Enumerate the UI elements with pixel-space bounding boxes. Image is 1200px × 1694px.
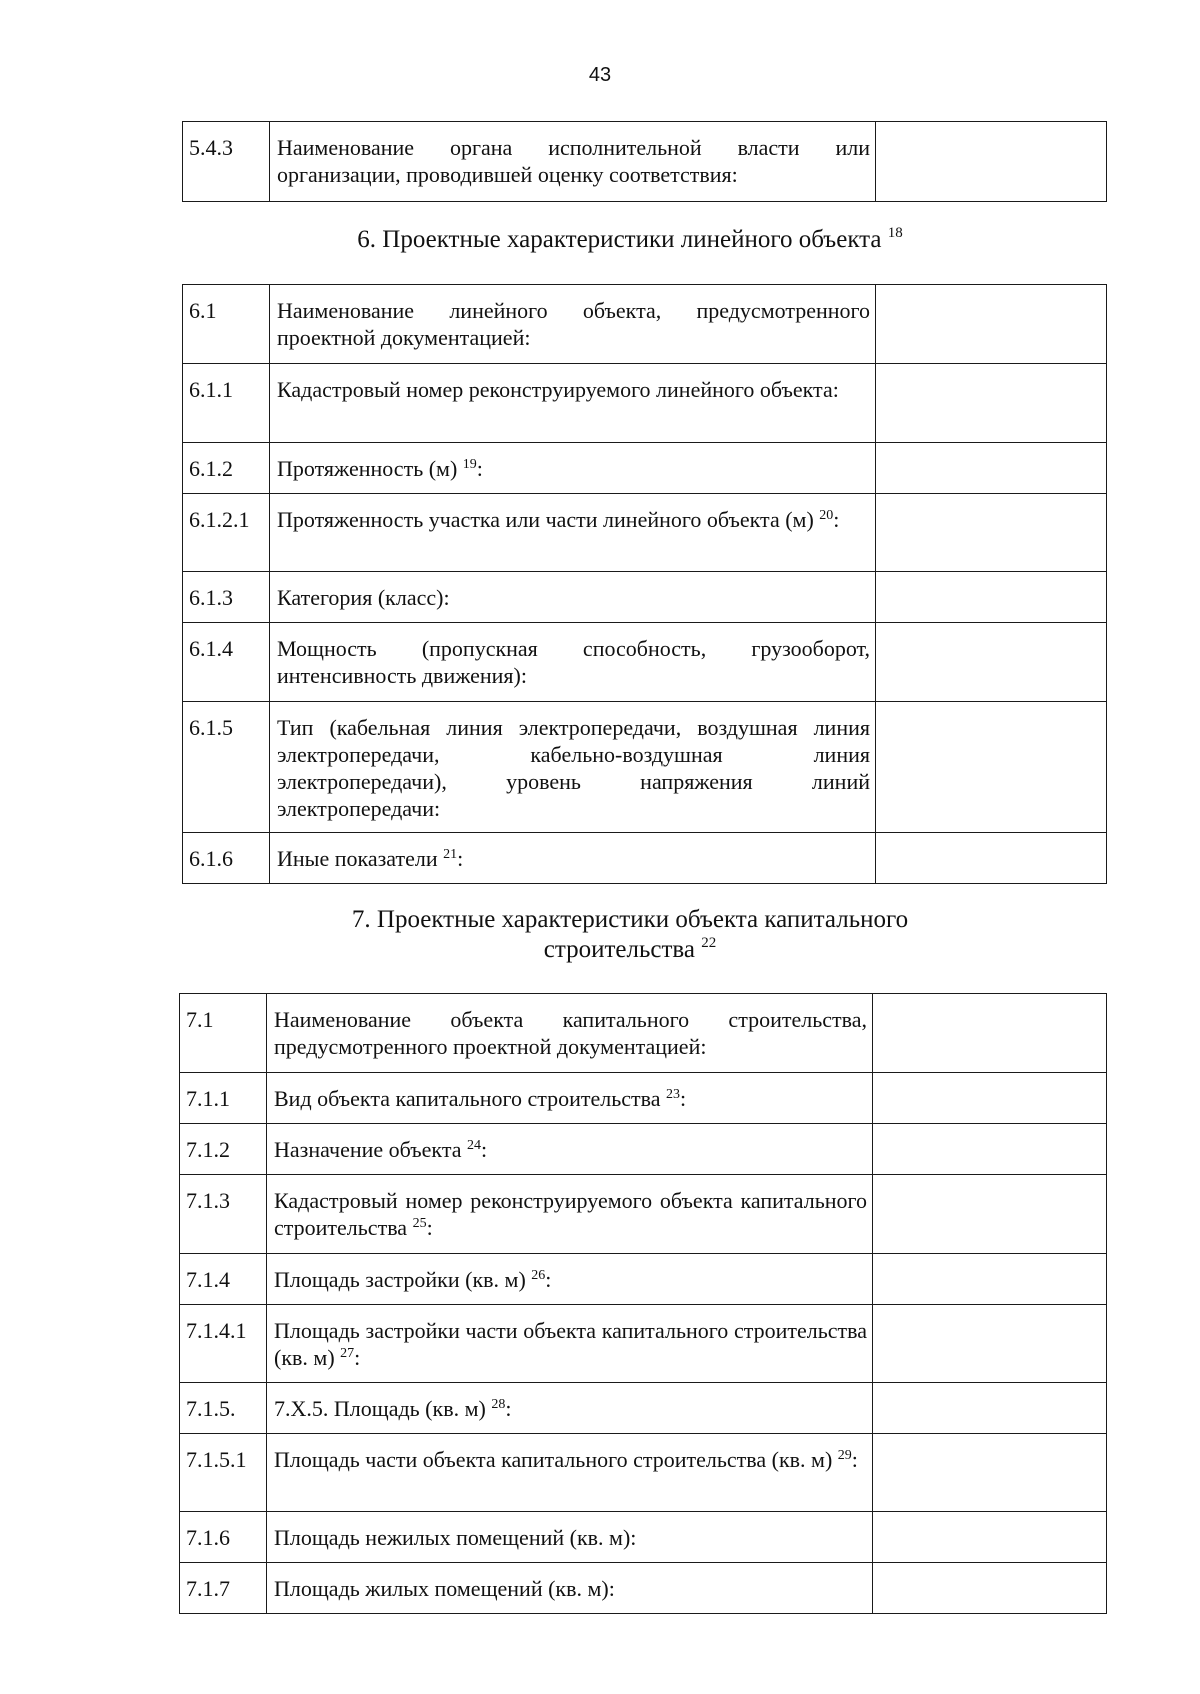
value-cell[interactable] <box>876 702 1107 833</box>
value-cell[interactable] <box>873 1512 1107 1563</box>
footnote-ref: 24 <box>466 1138 481 1153</box>
row-number: 6.1 <box>183 285 270 364</box>
value-cell[interactable] <box>873 1563 1107 1614</box>
footnote-ref: 27 <box>340 1346 355 1361</box>
row-number: 7.1.6 <box>180 1512 267 1563</box>
row-label <box>267 1434 873 1512</box>
value-cell[interactable] <box>873 1175 1107 1254</box>
row-number: 6.1.1 <box>183 364 270 443</box>
table-row <box>180 1254 1107 1305</box>
row-label <box>267 1563 873 1614</box>
row-label <box>267 1073 873 1124</box>
row-label <box>270 364 876 443</box>
value-cell[interactable] <box>876 364 1107 443</box>
value-cell[interactable] <box>873 1254 1107 1305</box>
value-cell[interactable] <box>876 122 1107 202</box>
row-label-text: Назначение объекта <box>274 1137 467 1162</box>
value-cell[interactable] <box>873 1305 1107 1383</box>
section-6-title-text: 6. Проектные характеристики линейного объекта <box>357 226 882 253</box>
table-row <box>180 1563 1107 1614</box>
row-label-text: Протяженность участка или части линейного объекта (м) <box>277 507 820 532</box>
row-label <box>267 1305 873 1383</box>
row-label-text: Площадь застройки части объекта капитального строительства (кв. м) <box>274 1318 867 1370</box>
table-row <box>180 1512 1107 1563</box>
table-row <box>180 1124 1107 1175</box>
row-number: 7.1 <box>180 994 267 1073</box>
row-label <box>267 1254 873 1305</box>
row-number: 7.1.4.1 <box>180 1305 267 1383</box>
row-label-text: Наименование объекта капитального строительства, предусмотренного проектной документацией: <box>274 1007 867 1059</box>
table-row <box>183 623 1107 702</box>
footnote-ref: 26 <box>531 1268 546 1283</box>
row-label-text: Мощность (пропускная способность, грузооборот, интенсивность движения): <box>277 636 870 688</box>
row-number: 6.1.2.1 <box>183 494 270 572</box>
row-label <box>267 1383 873 1434</box>
row-label-text: Площадь части объекта капитального строительства (кв. м) <box>274 1447 838 1472</box>
row-number: 7.1.3 <box>180 1175 267 1254</box>
footnote-ref: 29 <box>837 1448 852 1463</box>
row-label <box>270 623 876 702</box>
row-label-suffix: : <box>476 456 483 481</box>
table-row <box>183 443 1107 494</box>
table-row <box>180 1434 1107 1512</box>
row-label-text: Кадастровый номер реконструируемого объекта капитального строительства <box>274 1188 867 1240</box>
row-label-text: Категория (класс): <box>277 585 450 610</box>
row-label <box>267 1175 873 1254</box>
row-number: 6.1.6 <box>183 833 270 884</box>
row-label-suffix: : <box>354 1345 361 1370</box>
section-7-title-line-2 <box>180 935 1080 965</box>
footnote-ref: 25 <box>412 1216 427 1231</box>
row-number: 6.1.2 <box>183 443 270 494</box>
row-number: 6.1.4 <box>183 623 270 702</box>
row-label <box>270 702 876 833</box>
row-label <box>267 1124 873 1175</box>
table-row <box>183 122 1107 202</box>
value-cell[interactable] <box>873 1073 1107 1124</box>
row-number: 7.1.1 <box>180 1073 267 1124</box>
row-label-text: Наименование линейного объекта, предусмотренного проектной документацией: <box>277 298 870 350</box>
row-number: 7.1.2 <box>180 1124 267 1175</box>
row-label-suffix: : <box>505 1396 512 1421</box>
footnote-ref: 19 <box>462 457 477 472</box>
section-7-title-line-1: 7. Проектные характеристики объекта капитального <box>351 906 909 933</box>
row-label <box>270 572 876 623</box>
row-label-text: Иные показатели <box>277 846 444 871</box>
table-row <box>180 1073 1107 1124</box>
row-label-suffix: : <box>680 1086 687 1111</box>
table-row <box>183 364 1107 443</box>
table-row <box>183 572 1107 623</box>
table-section-6 <box>182 284 1107 884</box>
value-cell[interactable] <box>876 623 1107 702</box>
table-row <box>183 833 1107 884</box>
row-label-text: Кадастровый номер реконструируемого линейного объекта: <box>277 377 839 402</box>
row-label-text: Протяженность (м) <box>277 456 463 481</box>
row-label-text: Площадь нежилых помещений (кв. м): <box>274 1525 637 1550</box>
footnote-ref: 22 <box>701 935 717 951</box>
section-6-title <box>180 225 1080 255</box>
value-cell[interactable] <box>873 1124 1107 1175</box>
row-label <box>270 494 876 572</box>
row-label: Наименование органа исполнительной власти или организации, проводившей оценку соответствия: <box>270 122 876 202</box>
table-row <box>183 702 1107 833</box>
value-cell[interactable] <box>876 833 1107 884</box>
row-label <box>270 285 876 364</box>
value-cell[interactable] <box>876 443 1107 494</box>
table-section-7 <box>179 993 1107 1614</box>
footnote-ref: 20 <box>819 508 834 523</box>
row-label <box>270 443 876 494</box>
footnote-ref: 21 <box>443 847 458 862</box>
row-label-suffix: : <box>851 1447 858 1472</box>
row-label-text: Вид объекта капитального строительства <box>274 1086 667 1111</box>
row-label-suffix: : <box>480 1137 488 1162</box>
row-number: 6.1.3 <box>183 572 270 623</box>
row-label-suffix: : <box>457 846 464 871</box>
row-label-text: Площадь жилых помещений (кв. м): <box>274 1576 615 1601</box>
row-label-suffix: : <box>426 1215 433 1240</box>
value-cell[interactable] <box>873 1383 1107 1434</box>
table-row <box>180 1305 1107 1383</box>
section-7-title-line-2-text: строительства <box>543 936 695 963</box>
row-number: 5.4.3 <box>183 122 270 202</box>
footnote-ref: 23 <box>666 1087 681 1102</box>
value-cell[interactable] <box>873 994 1107 1073</box>
table-row <box>180 994 1107 1073</box>
row-label <box>267 1512 873 1563</box>
footnote-ref: 28 <box>491 1397 506 1412</box>
table-row <box>183 494 1107 572</box>
row-label-suffix: : <box>833 507 840 532</box>
page-number: 43 <box>588 64 612 86</box>
value-cell[interactable] <box>873 1434 1107 1512</box>
table-row <box>180 1175 1107 1254</box>
row-label-text: Тип (кабельная линия электропередачи, воздушная линия электропередачи, кабельно-воздушная линия электропередачи), уровень напряжения линий электропередачи: <box>277 715 870 821</box>
table-section-5-4-3 <box>182 121 1107 202</box>
value-cell[interactable] <box>876 494 1107 572</box>
row-label-suffix: : <box>545 1267 552 1292</box>
row-number: 7.1.7 <box>180 1563 267 1614</box>
section-7-title <box>180 905 1080 965</box>
row-label <box>267 994 873 1073</box>
table-row <box>180 1383 1107 1434</box>
row-label <box>270 833 876 884</box>
row-number: 7.1.4 <box>180 1254 267 1305</box>
row-number: 7.1.5.1 <box>180 1434 267 1512</box>
row-number: 7.1.5. <box>180 1383 267 1434</box>
value-cell[interactable] <box>876 285 1107 364</box>
table-row <box>183 285 1107 364</box>
value-cell[interactable] <box>876 572 1107 623</box>
row-number: 6.1.5 <box>183 702 270 833</box>
row-label-text: 7.Х.5. Площадь (кв. м) <box>274 1396 492 1421</box>
row-label-text: Площадь застройки (кв. м) <box>274 1267 532 1292</box>
footnote-ref: 18 <box>887 225 903 241</box>
